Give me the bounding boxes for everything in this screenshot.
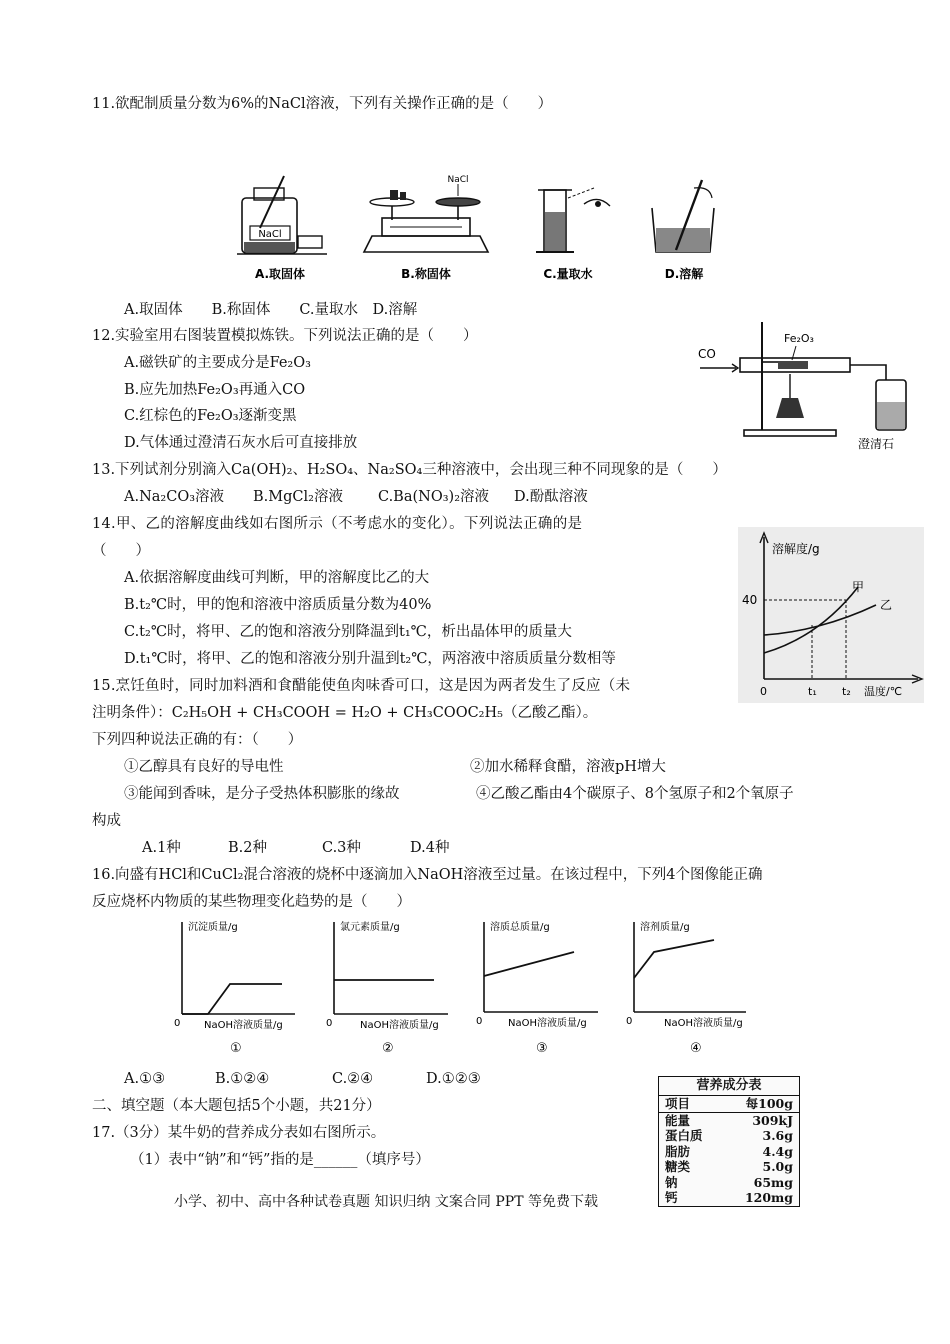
q16-graphs-svg <box>170 912 750 1062</box>
graph-3 <box>476 920 598 1056</box>
nutrition-row-name: 钠 <box>665 1174 678 1190</box>
cylinder-icon <box>536 188 610 252</box>
nutrition-head-item: 项目 <box>665 1096 691 1111</box>
q14-option-d: D.t₁℃时，将甲、乙的饱和溶液分别升温到t₂℃，两溶液中溶质质量分数相等 <box>124 651 616 667</box>
nutrition-row-name: 蛋白质 <box>665 1128 703 1143</box>
graph-4-origin: 0 <box>626 1016 633 1027</box>
q12-option-a: A.磁铁矿的主要成分是Fe₂O₃ <box>124 355 311 371</box>
nutrition-table <box>658 1076 800 1207</box>
q13-stem: 13.下列试剂分别滴入Ca(OH)₂、H₂SO₄、Na₂SO₄三种溶液中，会出现三种不同现象的是（ ） <box>92 462 727 478</box>
q17-stem: 17.（3分）某牛奶的营养成分表如右图所示。 <box>92 1125 386 1141</box>
nutrition-row-name: 脂肪 <box>665 1143 691 1159</box>
q15-statement-3: ③能闻到香味，是分子受热体积膨胀的缘故 <box>124 786 400 802</box>
q15-statement-4-cont: 构成 <box>92 813 121 829</box>
graph-4-xlabel: NaOH溶液质量/g <box>664 1018 743 1029</box>
q13-option-b: B.MgCl₂溶液 <box>253 489 343 505</box>
q16-graphs <box>170 912 750 1066</box>
graph-4-ylabel: 溶剂质量/g <box>640 922 690 933</box>
q11-options: A.取固体 B.称固体 C.量取水 D.溶解 <box>124 302 418 318</box>
reagent-jar-icon <box>237 176 327 254</box>
q13-option-c: C.Ba(NO₃)₂溶液 <box>378 489 490 505</box>
q14-option-b: B.t₂℃时，甲的饱和溶液中溶质质量分数为40% <box>124 597 432 613</box>
nutrition-row-value: 309kJ <box>752 1112 793 1128</box>
chart-ytick-40: 40 <box>742 593 758 607</box>
q14-stem-2: （ ） <box>92 543 150 559</box>
chart-ylabel: 溶解度/g <box>772 542 820 556</box>
nutrition-head-per100g: 每100g <box>745 1096 793 1111</box>
q12-option-d: D.气体通过澄清石灰水后可直接排放 <box>124 435 358 451</box>
q12-stem: 12.实验室用右图装置模拟炼铁。下列说法正确的是（ ） <box>92 328 478 344</box>
q14-option-a: A.依据溶解度曲线可判断，甲的溶解度比乙的大 <box>124 570 430 586</box>
label-yi: 乙 <box>880 598 893 612</box>
chart-xlabel: 温度/℃ <box>864 685 903 698</box>
graph-2 <box>326 920 448 1056</box>
q15-option-b: B.2种 <box>228 840 267 856</box>
q13-option-d: D.酚酞溶液 <box>514 489 588 505</box>
fig-label-a: A.取固体 <box>254 267 306 281</box>
fe2o3-label: Fe₂O₃ <box>784 332 814 345</box>
q15-line-2: 注明条件）：C₂H₅OH + CH₃COOH = H₂O + CH₃COOC₂H₅（乙酸乙酯）。 <box>92 705 598 721</box>
q15-option-c: C.3种 <box>322 840 361 856</box>
q12-option-b: B.应先加热Fe₂O₃再通入CO <box>124 382 306 398</box>
section-2-heading: 二、填空题（本大题包括5个小题，共21分） <box>92 1098 381 1114</box>
fig-label-c: C.量取水 <box>543 267 593 281</box>
footer-note: 小学、初中、高中各种试卷真题 知识归纳 文案合同 PPT 等免费下载 <box>174 1194 598 1210</box>
nutrition-row-value: 120mg <box>744 1190 793 1205</box>
q15-line-1: 15.烹饪鱼时，同时加料酒和食醋能使鱼肉味香可口，这是因为两者发生了反应（未 <box>92 678 631 694</box>
q14-option-c: C.t₂℃时，将甲、乙的饱和溶液分别降温到t₁℃，析出晶体甲的质量大 <box>124 624 572 640</box>
graph-3-origin: 0 <box>476 1016 483 1027</box>
graph-3-line <box>484 952 574 976</box>
q15-option-a: A.1种 <box>142 840 181 856</box>
q16-option-b: B.①②④ <box>215 1071 270 1087</box>
graph-1-ylabel: 沉淀质量/g <box>188 922 238 933</box>
q16-option-c: C.②④ <box>332 1071 374 1087</box>
q16-line-2: 反应烧杯内物质的某些物理变化趋势的是（ ） <box>92 894 411 910</box>
graph-2-xlabel: NaOH溶液质量/g <box>360 1020 439 1031</box>
graph-1-line <box>182 984 282 1014</box>
q15-statement-4: ④乙酸乙酯由4个碳原子、8个氢原子和2个氧原子 <box>476 786 794 802</box>
limewater-label: 澄清石 <box>858 437 895 451</box>
nutrition-row-value: 4.4g <box>762 1143 793 1159</box>
nutrition-row-value: 3.6g <box>762 1128 793 1143</box>
nutrition-title: 营养成分表 <box>659 1077 799 1096</box>
q15-line-3: 下列四种说法正确的有：（ ） <box>92 732 303 748</box>
graph-2-number: ② <box>382 1041 394 1056</box>
graph-3-xlabel: NaOH溶液质量/g <box>508 1018 587 1029</box>
fig-label-b: B.称固体 <box>401 267 451 281</box>
graph-1 <box>174 920 295 1056</box>
graph-4-line <box>634 940 714 978</box>
co-label: CO <box>698 347 716 361</box>
chart-t2: t₂ <box>842 685 851 698</box>
q14-solubility-chart <box>738 527 924 707</box>
q11-stem: 11.欲配制质量分数为6%的NaCl溶液，下列有关操作正确的是（ ） <box>92 96 553 112</box>
nutrition-row-name: 钙 <box>665 1190 678 1205</box>
q16-line-1: 16.向盛有HCl和CuCl₂混合溶液的烧杯中逐滴加入NaOH溶液至过量。在该过程中，下列4个图像能正确 <box>92 867 763 883</box>
fig-label-d: D.溶解 <box>664 267 704 281</box>
q11-figure <box>232 168 732 292</box>
graph-1-origin: 0 <box>174 1018 181 1029</box>
graph-3-ylabel: 溶质总质量/g <box>490 922 550 933</box>
q15-statement-2: ②加水稀释食醋，溶液pH增大 <box>470 759 666 775</box>
nutrition-row-name: 糖类 <box>665 1159 691 1174</box>
q15-option-d: D.4种 <box>410 840 450 856</box>
q14-stem-1: 14.甲、乙的溶解度曲线如右图所示（不考虑水的变化）。下列说法正确的是 <box>92 516 583 532</box>
beaker-icon <box>652 180 714 252</box>
q12-option-c: C.红棕色的Fe₂O₃逐渐变黑 <box>124 408 297 424</box>
graph-4-number: ④ <box>690 1041 702 1056</box>
q17-sub-1: （1）表中“钠”和“钙”指的是______（填序号） <box>130 1152 430 1168</box>
q13-option-a: A.Na₂CO₃溶液 <box>124 489 225 505</box>
nutrition-row-value: 65mg <box>753 1174 793 1190</box>
graph-1-number: ① <box>230 1041 242 1056</box>
q11-apparatus-svg <box>232 168 732 288</box>
chart-t1: t₁ <box>808 685 817 698</box>
nutrition-row-value: 5.0g <box>762 1159 793 1174</box>
ironmaking-apparatus-svg <box>696 318 918 458</box>
graph-2-origin: 0 <box>326 1018 333 1029</box>
balance-icon <box>364 175 488 252</box>
q16-option-a: A.①③ <box>124 1071 166 1087</box>
graph-2-ylabel: 氯元素质量/g <box>340 922 400 933</box>
balance-label: NaCl <box>447 175 469 185</box>
q16-option-d: D.①②③ <box>426 1071 481 1087</box>
graph-4 <box>626 920 746 1056</box>
jar-label: NaCl <box>258 229 282 240</box>
chart-origin: 0 <box>760 685 767 698</box>
graph-1-xlabel: NaOH溶液质量/g <box>204 1020 283 1031</box>
q15-statement-1: ①乙醇具有良好的导电性 <box>124 759 284 775</box>
graph-3-number: ③ <box>536 1041 548 1056</box>
nutrition-row-name: 能量 <box>665 1112 691 1128</box>
solubility-curve-svg <box>738 527 924 703</box>
q12-figure <box>696 318 918 462</box>
label-jia: 甲 <box>852 580 865 594</box>
